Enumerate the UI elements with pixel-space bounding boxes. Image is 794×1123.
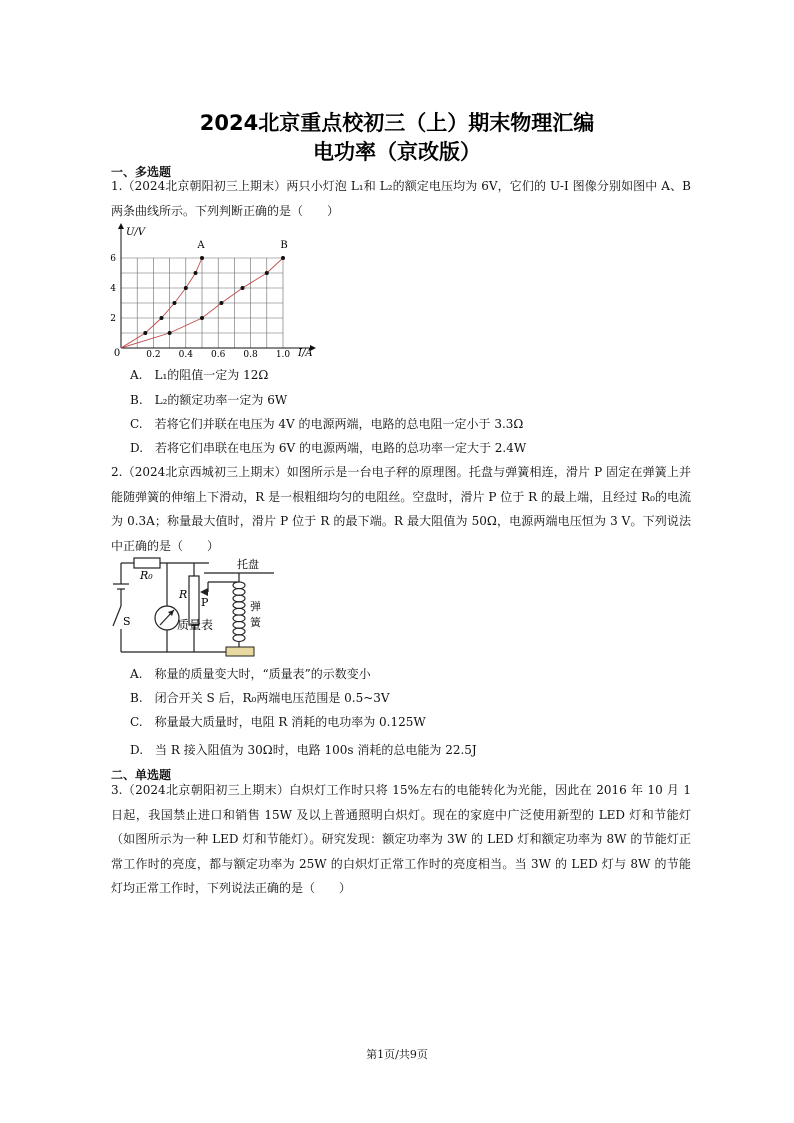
s-label: S	[123, 615, 131, 628]
spring	[233, 582, 245, 642]
document-subtitle: 电功率（京改版）	[313, 140, 481, 164]
x-axis-label: I/A	[298, 348, 313, 359]
page-footer: 第1页/共9页	[366, 1048, 428, 1061]
data-point-b	[200, 316, 204, 320]
y-tick-label: 4	[110, 284, 116, 294]
p-label: P	[201, 596, 209, 609]
graph-curves	[121, 256, 285, 348]
data-point-a	[194, 271, 198, 275]
data-point-a	[184, 286, 188, 290]
question-3-text: 3.（2024北京朝阳初三上期末）白炽灯工作时只将 15%左右的电能转化为光能，因此在 2016 年 10 月 1 日起，我国禁止进口和销售 15W 及以上普通照明白炽灯。现在的家庭中广泛使用新型的 LED 灯和节能灯（如图所示为一种 LED 灯和节能灯）。研究发现：额定功率为 3W 的 LED 灯和额定功率为 8W 的节能灯正常工作时的亮度，都与额定功率为 25W 的白炽灯正常工作时的亮度相当。当 3W 的 LED 灯与 8W 的节能灯均正常工作时，下列说法正确的是（ ）	[111, 783, 691, 895]
q2-option-b: B. 闭合开关 S 后，R₀两端电压范围是 0.5~3V	[130, 691, 390, 705]
q1-option-d: D. 若将它们串联在电压为 6V 的电源两端，电路的总功率一定大于 2.4W	[130, 441, 527, 455]
document-title: 2024北京重点校初三（上）期末物理汇编	[199, 111, 595, 135]
r0-resistor	[134, 558, 160, 568]
data-point-a	[160, 316, 164, 320]
y-tick-label: 2	[110, 314, 116, 324]
r0-label: R₀	[140, 569, 153, 582]
data-point-b	[265, 271, 269, 275]
slider-arrow	[200, 588, 208, 596]
tray-label: 托盘	[237, 558, 259, 571]
section-heading-single-choice: 二、单选题	[111, 768, 172, 782]
electronic-scale-circuit	[108, 554, 288, 664]
spring-coil	[233, 595, 245, 602]
x-tick-label: 0.8	[243, 350, 258, 360]
spring-label-2: 簧	[250, 616, 261, 629]
section-heading-multiple-choice: 一、多选题	[111, 165, 172, 179]
x-tick-label: 0.2	[146, 350, 161, 360]
spring-coil	[233, 582, 245, 589]
q2-option-c: C. 称量最大质量时，电阻 R 消耗的电功率为 0.125W	[130, 715, 426, 729]
u-i-graph	[112, 222, 322, 362]
q1-option-b: B. L₂的额定功率一定为 6W	[130, 393, 288, 407]
data-point-b	[281, 256, 285, 260]
y-tick-label: 6	[110, 254, 116, 264]
spring-coil	[233, 622, 245, 629]
data-point-a	[143, 331, 147, 335]
meter-label: 质量表	[177, 618, 214, 632]
x-tick-label: 0.4	[178, 350, 193, 360]
q2-option-d: D. 当 R 接入阻值为 30Ω时，电路 100s 消耗的总电能为 22.5J	[130, 743, 477, 757]
spring-coil	[233, 602, 245, 609]
origin-label: 0	[113, 348, 121, 359]
question-1-text: 1.（2024北京朝阳初三上期末）两只小灯泡 L₁和 L₂的额定电压均为 6V，它们的 U-I 图像分别如图中 A、B 两条曲线所示。下列判断正确的是（ ）	[111, 179, 691, 218]
q2-option-a: A. 称量的质量变大时，“质量表”的示数变小	[130, 667, 371, 681]
y-axis-label: U/V	[126, 227, 146, 238]
spring-coil	[233, 635, 245, 642]
spring-coil	[233, 615, 245, 622]
data-point-b	[219, 301, 223, 305]
curve-b-label: B	[280, 240, 288, 251]
x-tick-label: 1.0	[275, 350, 291, 360]
base-block	[226, 647, 254, 656]
data-point-a	[172, 301, 176, 305]
q1-option-a: A. L₁的阻值一定为 12Ω	[130, 368, 269, 382]
spring-coil	[233, 589, 245, 596]
data-point-b	[168, 331, 172, 335]
spring-label-1: 弹	[250, 600, 261, 613]
x-tick-label: 0.6	[211, 350, 226, 360]
q1-option-c: C. 若将它们并联在电压为 4V 的电源两端，电路的总电阻一定小于 3.3Ω	[130, 417, 524, 431]
spring-coil	[233, 608, 245, 615]
spring-coil	[233, 628, 245, 635]
curve-a-label: A	[197, 240, 205, 251]
r-label: R	[179, 588, 188, 601]
question-2-text: 2.（2024北京西城初三上期末）如图所示是一台电子秤的原理图。托盘与弹簧相连，滑片 P 固定在弹簧上并能随弹簧的伸缩上下滑动，R 是一根粗细均匀的电阻丝。空盘时，滑片 P 位于 R 的最上端，且经过 R₀的电流为 0.3A；称量最大值时，滑片 P 位于 R 的最下端。R 最大阻值为 50Ω，电源两端电压恒为 3 V。下列说法中正确的是（ ）	[111, 465, 691, 553]
data-point-b	[241, 286, 245, 290]
data-point-a	[200, 256, 204, 260]
